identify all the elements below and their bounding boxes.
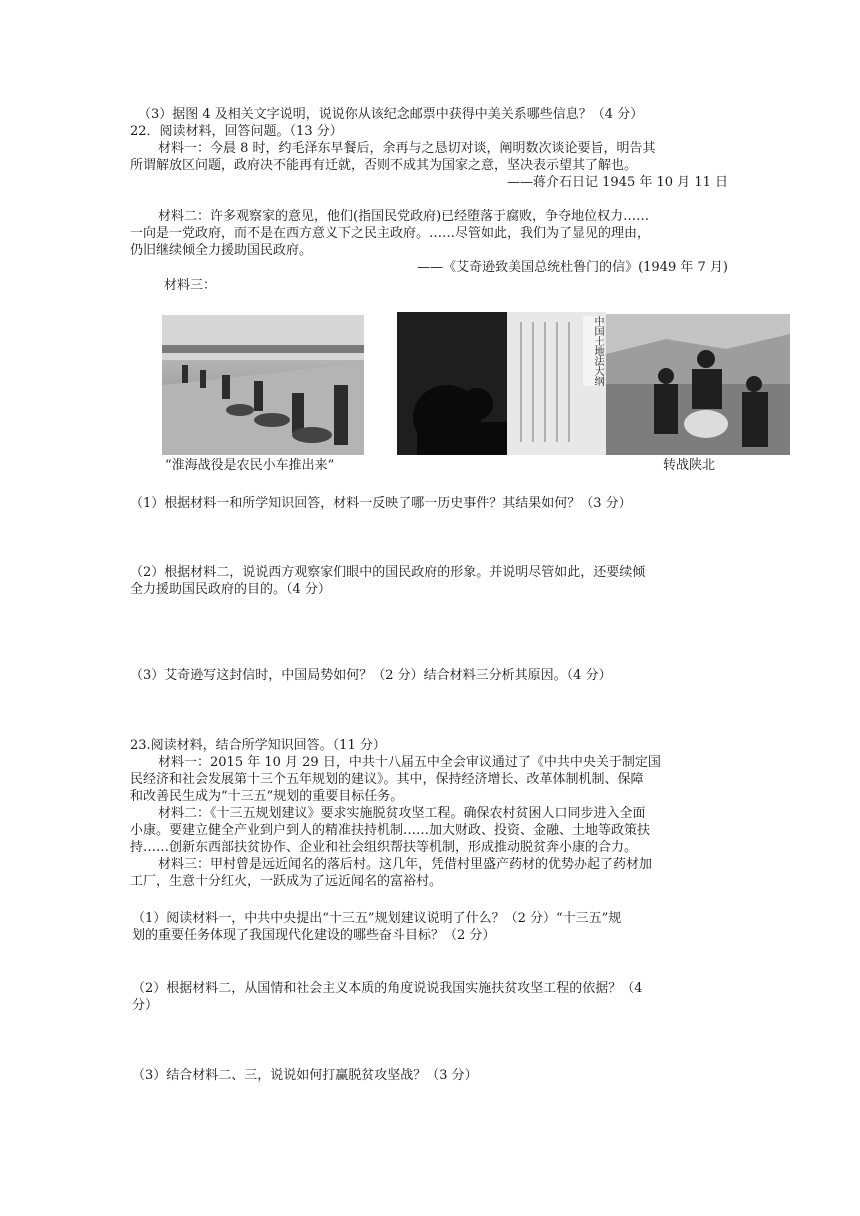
q22-sub1: （1）根据材料一和所学知识回答，材料一反映了哪一历史事件？其结果如何？（3 分） [130, 496, 632, 511]
q23-sub1-line2: 划的重要任务体现了我国现代化建设的哪些奋斗目标？（2 分） [132, 928, 496, 943]
q23-material3-line2: 工厂，生意十分红火，一跃成为了远近闻名的富裕村。 [130, 874, 443, 889]
q23-sub3: （3）结合材料二、三，说说如何打赢脱贫攻坚战？（3 分） [132, 1068, 478, 1083]
huaihai-campaign-photo [162, 315, 364, 455]
q21-sub3: （3）据图 4 及相关文字说明，说说你从该纪念邮票中获得中美关系哪些信息？（4 分） [138, 107, 644, 122]
q22-material2-source: ——《艾奇逊致美国总统杜鲁门的信》(1949 年 7 月) [417, 260, 728, 275]
q23-material1-line3: 和改善民生成为“十三五”规划的重要目标任务。 [130, 789, 404, 804]
q22-material1-source: ——蒋介石日记 1945 年 10 月 11 日 [507, 175, 728, 190]
q23-material1-line1: 材料一：2015 年 10 月 29 日，中共十八届五中全会审议通过了《中共中央关于制定国 [158, 755, 661, 770]
q23-material2-line3: 持……创新东西部扶贫协作、企业和社会组织帮扶等机制，形成推动脱贫奔小康的合力。 [130, 840, 638, 855]
q23-material2-line2: 小康。要建立健全产业到户到人的精准扶持机制……加大财政、投资、金融、土地等政策扶 [130, 823, 651, 838]
q22-material3-label: 材料三： [164, 278, 217, 293]
q22-title: 22．阅读材料，回答问题。（13 分） [130, 124, 343, 139]
q22-sub2-line2: 全力援助国民政府的目的。（4 分） [130, 582, 331, 597]
q22-material1-line1: 材料一：今晨 8 时，约毛泽东早餐后，余再与之恳切对谈，阐明数次谈论要旨，明告其 [158, 141, 656, 156]
q23-material1-line2: 民经济和社会发展第十三个五年规划的建议》。其中，保持经济增长、改革体制机制、保障 [130, 772, 644, 787]
q23-sub2-line1: （2）根据材料二，从国情和社会主义本质的角度说说我国实施扶贫攻坚工程的依据？（4 [132, 981, 643, 996]
shaanxi-campaign-photo [606, 314, 790, 455]
q23-material3-line1: 材料三：甲村曾是远近闻名的落后村。这几年，凭借村里盛产药材的优势办起了药材加 [158, 857, 653, 872]
q23-sub1-line1: （1）阅读材料一，中共中央提出“十三五”规划建议说明了什么？（2 分）“十三五”规 [132, 911, 622, 926]
q22-material2-line2: 一向是一党政府，而不是在西方意义下之民主政府。……尽管如此，我们为了显见的理由， [130, 226, 651, 241]
land-law-photo [397, 312, 606, 455]
q22-material2-line1: 材料二：许多观察家的意见，他们(指国民党政府)已经堕落于腐败，争夺地位权力…… [158, 209, 650, 224]
q22-material2-line3: 仍旧继续倾全力援助国民政府。 [130, 243, 313, 258]
q23-title: 23.阅读材料，结合所学知识回答。（11 分） [130, 738, 386, 753]
q22-material1-line2: 所谓解放区问题，政府决不能再有迁就，否则不成其为国家之意，坚决表示望其了解也。 [130, 158, 638, 173]
huaihai-caption: “淮海战役是农民小车推出来” [165, 458, 335, 473]
q22-sub2-line1: （2）根据材料二，说说西方观察家们眼中的国民政府的形象。并说明尽管如此，还要续倾 [130, 565, 646, 580]
q23-material2-line1: 材料二：《十三五规划建议》要求实施脱贫攻坚工程。确保农村贫困人口同步进入全面 [158, 806, 646, 821]
shaanxi-caption: 转战陕北 [663, 458, 716, 473]
land-law-sign: 中国土地法大纲 [592, 316, 603, 386]
q22-sub3: （3）艾奇逊写这封信时，中国局势如何？（2 分）结合材料三分析其原因。（4 分） [130, 668, 612, 683]
q23-sub2-line2: 分） [132, 998, 159, 1013]
